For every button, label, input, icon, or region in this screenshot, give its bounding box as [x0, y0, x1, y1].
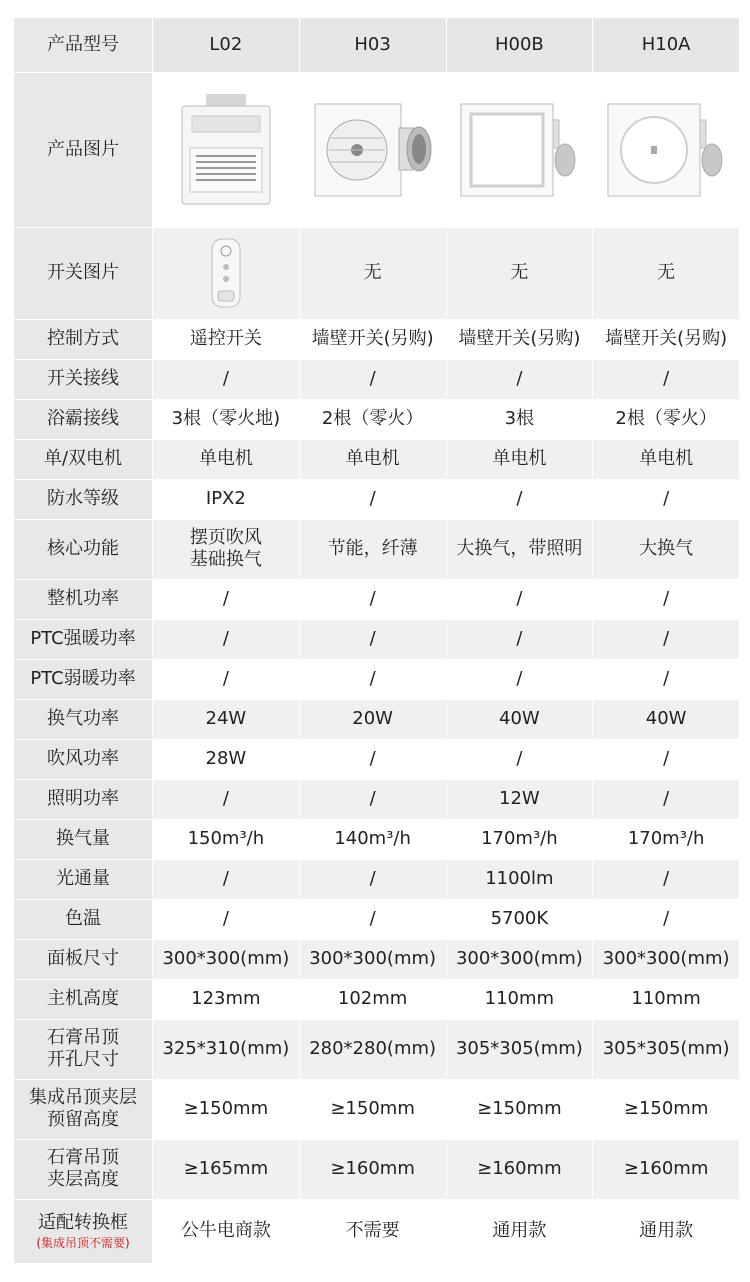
spec-value: /: [593, 739, 740, 779]
spec-value: /: [593, 859, 740, 899]
spec-value: 40W: [593, 699, 740, 739]
spec-label: 控制方式: [14, 319, 153, 359]
spec-value: 20W: [299, 699, 446, 739]
spec-label: 防水等级: [14, 479, 153, 519]
spec-value: 墙壁开关(另购): [446, 319, 593, 359]
product-image-cell: [153, 72, 300, 227]
spec-value: ≥160mm: [446, 1139, 593, 1199]
spec-value: /: [299, 479, 446, 519]
spec-row: [14, 819, 740, 859]
spec-value: /: [593, 359, 740, 399]
spec-value: ≥150mm: [446, 1079, 593, 1139]
spec-value: /: [446, 619, 593, 659]
adapter-value: 通用款: [446, 1199, 593, 1263]
spec-row: [14, 319, 740, 359]
spec-value: /: [446, 579, 593, 619]
spec-value: /: [153, 359, 300, 399]
spec-row: [14, 859, 740, 899]
model-name: H03: [299, 18, 446, 72]
spec-value: 单电机: [153, 439, 300, 479]
spec-value: /: [299, 779, 446, 819]
adapter-label: 适配转换框: [38, 1212, 128, 1233]
spec-value: 3根（零火地): [153, 399, 300, 439]
switch-cell: [153, 227, 300, 319]
spec-value: /: [446, 659, 593, 699]
spec-label: 光通量: [14, 859, 153, 899]
spec-value: 3根: [446, 399, 593, 439]
spec-value: /: [299, 659, 446, 699]
adapter-value: 通用款: [593, 1199, 740, 1263]
product-image-cell: [446, 72, 593, 227]
spec-label: 开关接线: [14, 359, 153, 399]
fan-h03-image: [300, 98, 446, 202]
adapter-value: 不需要: [299, 1199, 446, 1263]
spec-value: /: [593, 899, 740, 939]
model-name: H10A: [593, 18, 740, 72]
spec-row: [14, 1019, 740, 1079]
spec-value: /: [153, 859, 300, 899]
spec-label: 换气功率: [14, 699, 153, 739]
spec-value: ≥150mm: [153, 1079, 300, 1139]
spec-label: 主机高度: [14, 979, 153, 1019]
spec-value: 300*300(mm): [446, 939, 593, 979]
spec-value: /: [299, 739, 446, 779]
adapter-row-label: [14, 1199, 153, 1263]
spec-value: ≥160mm: [299, 1139, 446, 1199]
spec-label: PTC强暖功率: [14, 619, 153, 659]
spec-value: ≥150mm: [299, 1079, 446, 1139]
switch-row: [14, 227, 740, 319]
remote-control-image: [153, 237, 299, 309]
model-name: H00B: [446, 18, 593, 72]
spec-value: IPX2: [153, 479, 300, 519]
spec-value: 305*305(mm): [593, 1019, 740, 1079]
spec-value: 摆页吹风 基础换气: [153, 519, 300, 579]
spec-row: [14, 979, 740, 1019]
spec-value: 110mm: [446, 979, 593, 1019]
spec-row: [14, 1079, 740, 1139]
spec-value: /: [153, 579, 300, 619]
spec-value: 280*280(mm): [299, 1019, 446, 1079]
spec-row: [14, 699, 740, 739]
spec-value: 大换气，带照明: [446, 519, 593, 579]
spec-value: 5700K: [446, 899, 593, 939]
product-image-cell: [299, 72, 446, 227]
spec-table: [14, 18, 740, 1264]
spec-label: 照明功率: [14, 779, 153, 819]
spec-value: 2根（零火）: [593, 399, 740, 439]
spec-value: /: [299, 619, 446, 659]
spec-value: /: [299, 579, 446, 619]
heater-l02-image: [153, 92, 299, 208]
spec-value: 2根（零火）: [299, 399, 446, 439]
spec-row: [14, 659, 740, 699]
spec-row: [14, 739, 740, 779]
spec-value: 140m³/h: [299, 819, 446, 859]
header-label: 产品型号: [14, 18, 153, 72]
spec-value: 28W: [153, 739, 300, 779]
spec-value: 300*300(mm): [593, 939, 740, 979]
spec-value: /: [446, 479, 593, 519]
spec-label: 单/双电机: [14, 439, 153, 479]
spec-label: 换气量: [14, 819, 153, 859]
spec-row: [14, 939, 740, 979]
spec-label: 集成吊顶夹层 预留高度: [14, 1079, 153, 1139]
product-image-cell: [593, 72, 740, 227]
header-row: [14, 18, 740, 72]
spec-value: 305*305(mm): [446, 1019, 593, 1079]
spec-value: 110mm: [593, 979, 740, 1019]
spec-value: 40W: [446, 699, 593, 739]
spec-row: [14, 479, 740, 519]
switch-cell: 无: [593, 227, 740, 319]
spec-value: 单电机: [593, 439, 740, 479]
spec-value: /: [153, 659, 300, 699]
spec-value: 300*300(mm): [299, 939, 446, 979]
spec-value: 24W: [153, 699, 300, 739]
spec-value: /: [299, 359, 446, 399]
fan-h10a-image: [593, 98, 739, 202]
spec-value: /: [593, 579, 740, 619]
spec-label: 色温: [14, 899, 153, 939]
spec-value: /: [593, 479, 740, 519]
spec-row: [14, 579, 740, 619]
adapter-value: 公牛电商款: [153, 1199, 300, 1263]
spec-row: [14, 519, 740, 579]
fan-h00b-image: [447, 98, 593, 202]
spec-row: [14, 359, 740, 399]
spec-value: /: [593, 619, 740, 659]
spec-value: 墙壁开关(另购): [299, 319, 446, 359]
spec-value: ≥150mm: [593, 1079, 740, 1139]
spec-value: 单电机: [446, 439, 593, 479]
spec-value: /: [153, 619, 300, 659]
spec-value: 300*300(mm): [153, 939, 300, 979]
switch-row-label: 开关图片: [14, 227, 153, 319]
spec-value: ≥160mm: [593, 1139, 740, 1199]
model-name: L02: [153, 18, 300, 72]
spec-row: [14, 899, 740, 939]
spec-row: [14, 399, 740, 439]
spec-value: 102mm: [299, 979, 446, 1019]
spec-value: /: [593, 659, 740, 699]
spec-value: 遥控开关: [153, 319, 300, 359]
spec-value: /: [153, 779, 300, 819]
spec-label: 石膏吊顶 开孔尺寸: [14, 1019, 153, 1079]
spec-value: 325*310(mm): [153, 1019, 300, 1079]
image-row: [14, 72, 740, 227]
spec-value: /: [446, 739, 593, 779]
spec-row: [14, 439, 740, 479]
spec-value: 大换气: [593, 519, 740, 579]
spec-value: 150m³/h: [153, 819, 300, 859]
spec-value: 1100lm: [446, 859, 593, 899]
spec-label: 吹风功率: [14, 739, 153, 779]
spec-label: 石膏吊顶 夹层高度: [14, 1139, 153, 1199]
spec-row: [14, 779, 740, 819]
spec-value: 170m³/h: [593, 819, 740, 859]
image-row-label: 产品图片: [14, 72, 153, 227]
adapter-note: (集成吊顶不需要): [36, 1236, 130, 1250]
spec-value: 12W: [446, 779, 593, 819]
switch-cell: 无: [446, 227, 593, 319]
spec-value: 170m³/h: [446, 819, 593, 859]
spec-value: /: [299, 859, 446, 899]
spec-row: [14, 1139, 740, 1199]
spec-value: /: [593, 779, 740, 819]
spec-label: PTC弱暖功率: [14, 659, 153, 699]
switch-cell: 无: [299, 227, 446, 319]
adapter-row: [14, 1199, 740, 1263]
spec-value: 123mm: [153, 979, 300, 1019]
spec-row: [14, 619, 740, 659]
spec-label: 面板尺寸: [14, 939, 153, 979]
spec-value: /: [153, 899, 300, 939]
spec-value: 墙壁开关(另购): [593, 319, 740, 359]
spec-value: 单电机: [299, 439, 446, 479]
spec-value: 节能，纤薄: [299, 519, 446, 579]
spec-value: ≥165mm: [153, 1139, 300, 1199]
spec-label: 浴霸接线: [14, 399, 153, 439]
spec-value: /: [446, 359, 593, 399]
spec-value: /: [299, 899, 446, 939]
spec-label: 核心功能: [14, 519, 153, 579]
spec-label: 整机功率: [14, 579, 153, 619]
